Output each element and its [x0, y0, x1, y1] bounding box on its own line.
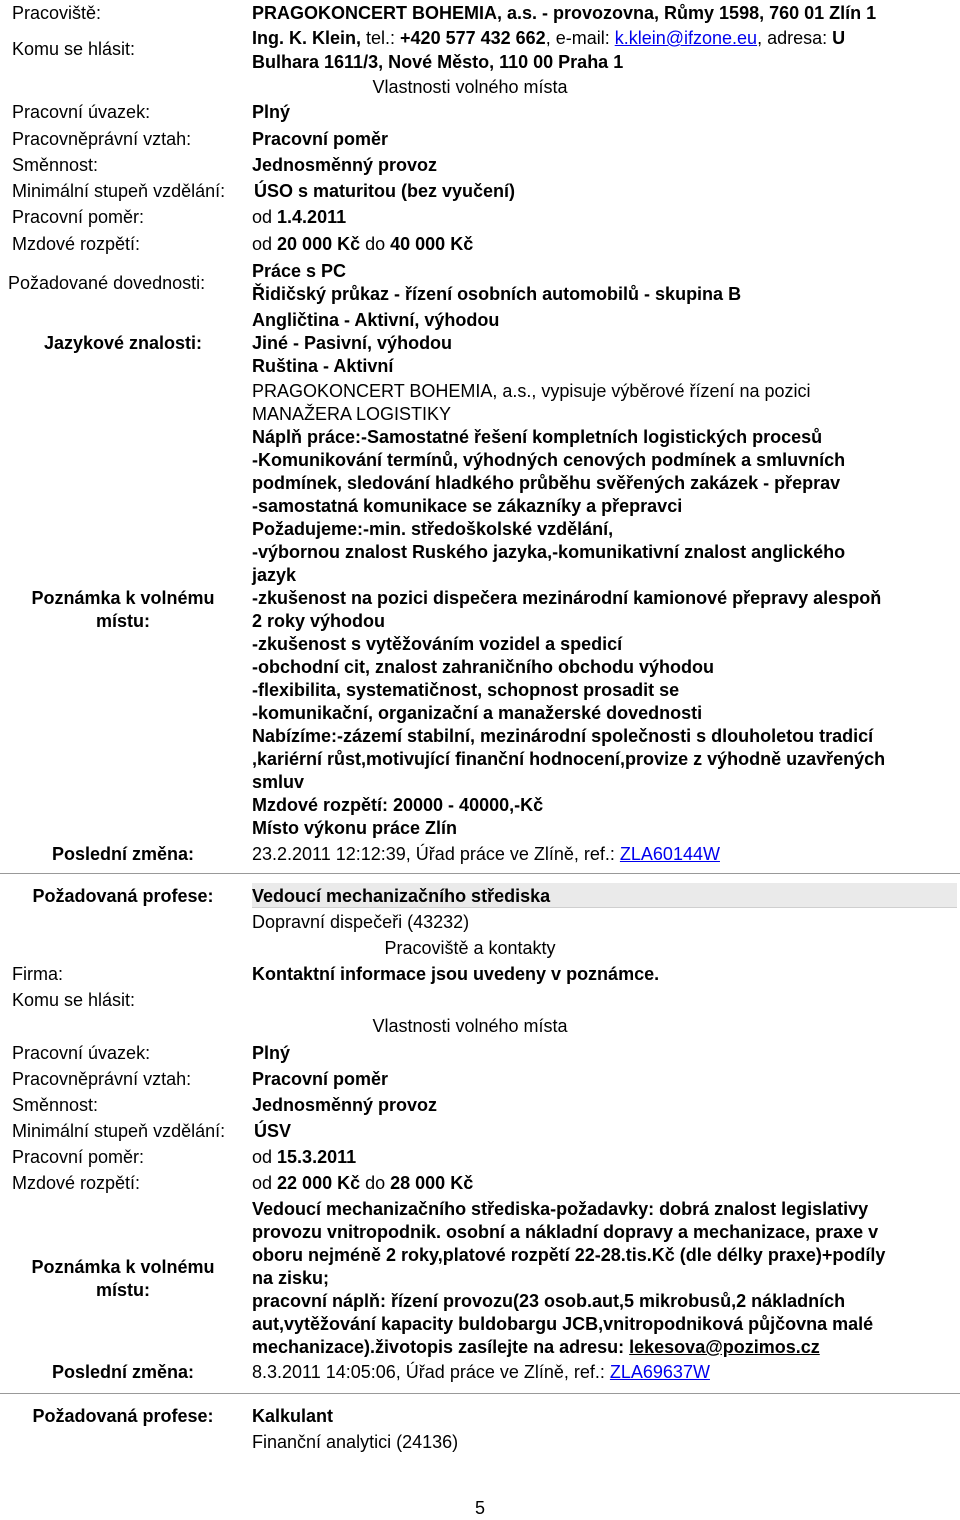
- salary-min: 22 000 Kč: [277, 1173, 361, 1193]
- note-line: Vedoucí mechanizačního střediska-požadavky: dobrá znalost legislativy: [252, 1199, 869, 1219]
- start-date-prefix: od: [252, 207, 278, 227]
- section-divider: [0, 873, 960, 874]
- profession-value: Kalkulant: [252, 1406, 334, 1426]
- profession-label: Požadovaná profese:: [32, 886, 214, 906]
- contact-name: Ing. K. Klein,: [252, 28, 362, 48]
- note-line: -zkušenost s vytěžováním vozidel a spedicí: [252, 634, 623, 654]
- shift-value: Jednosměnný provoz: [252, 155, 438, 175]
- shift-label: Směnnost:: [12, 155, 99, 175]
- profession-value: Vedoucí mechanizačního střediska: [252, 886, 551, 906]
- employment-relation-value: Pracovní poměr: [252, 129, 389, 149]
- contact-label: Komu se hlásit:: [12, 990, 136, 1010]
- languages-label: Jazykové znalosti:: [43, 333, 203, 353]
- salary-range: [252, 1172, 473, 1195]
- workload-label: Pracovní úvazek:: [12, 102, 151, 122]
- note-label-cont: místu:: [96, 1280, 150, 1300]
- note-line: ,kariérní růst,motivující finanční hodnocení,provize z výhodně uzavřených: [252, 749, 886, 769]
- note-line: Nabízíme:-zázemí stabilní, mezinárodní společnosti s dlouholetou tradicí: [252, 726, 874, 746]
- employment-relation-label: Pracovněprávní vztah:: [12, 129, 192, 149]
- section-title: Vlastnosti volného místa: [372, 77, 568, 97]
- workload-label: Pracovní úvazek:: [12, 1043, 151, 1063]
- note-label: Poznámka k volnému: [31, 588, 215, 608]
- note-label-cont: místu:: [96, 611, 150, 631]
- note-line: -samostatná komunikace se zákazníky a přepravci: [252, 496, 683, 516]
- note-line: MANAŽERA LOGISTIKY: [252, 404, 452, 424]
- employment-relation-label: Pracovněprávní vztah:: [12, 1069, 192, 1089]
- section-title: Vlastnosti volného místa: [372, 1016, 568, 1036]
- salary-to-label: do: [360, 234, 391, 254]
- note-line: smluv: [252, 772, 305, 792]
- contact-email[interactable]: lekesova@pozimos.cz: [629, 1337, 820, 1357]
- salary-max: 28 000 Kč: [390, 1173, 474, 1193]
- note-line: 2 roky výhodou: [252, 611, 386, 631]
- last-change-value: [252, 1361, 710, 1384]
- workload-value: Plný: [252, 102, 291, 122]
- salary-from-label: od: [252, 1173, 278, 1193]
- salary-to-label: do: [360, 1173, 391, 1193]
- workplace-label: Pracoviště:: [12, 3, 102, 23]
- last-change-text: 8.3.2011 14:05:06, Úřad práce ve Zlíně, ref.:: [252, 1362, 610, 1382]
- start-date-label: Pracovní poměr:: [12, 1147, 145, 1167]
- note-line: Náplň práce:-Samostatné řešení kompletních logistických procesů: [252, 427, 823, 447]
- note-line: Požadujeme:-min. středoškolské vzdělání,: [252, 519, 614, 539]
- start-date-value: 15.3.2011: [277, 1147, 357, 1167]
- note-line: podmínek, sledování hladkého průběhu svěřených zakázek - přeprav: [252, 473, 841, 493]
- salary-label: Mzdové rozpětí:: [12, 234, 141, 254]
- profession-category: Finanční analytici (24136): [252, 1432, 459, 1452]
- salary-label: Mzdové rozpětí:: [12, 1173, 141, 1193]
- note-line: -výbornou znalost Ruského jazyka,-komunikativní znalost anglického: [252, 542, 846, 562]
- last-change-label: Poslední změna:: [51, 1362, 195, 1382]
- company-label: Firma:: [12, 964, 63, 984]
- salary-min: 20 000 Kč: [277, 234, 361, 254]
- skill-item: Práce s PC: [252, 261, 347, 281]
- language-item: Jiné - Pasivní, výhodou: [252, 333, 453, 353]
- education-value: ÚSV: [254, 1121, 292, 1141]
- start-date: [252, 206, 346, 229]
- education-label: Minimální stupeň vzdělání:: [12, 181, 226, 201]
- contact-email-label: , e-mail:: [545, 28, 615, 48]
- note-line: provozu vnitropodnik. osobní a nákladní dopravy a mechanizace, praxe v: [252, 1222, 879, 1242]
- contact-value: [252, 27, 845, 50]
- note-line: -flexibilita, systematičnost, schopnost prosadit se: [252, 680, 680, 700]
- note-line: -Komunikování termínů, výhodných cenových podmínek a smluvních: [252, 450, 846, 470]
- contacts-title: Pracoviště a kontakty: [384, 938, 556, 958]
- profession-category: Dopravní dispečeři (43232): [252, 912, 470, 932]
- note-line: aut,vytěžování kapacity buldobargu JCB,vnitropodniková půjčovna malé: [252, 1314, 874, 1334]
- note-line: [252, 1336, 820, 1359]
- section-divider: [0, 1393, 960, 1394]
- note-line-text: mechanizace).životopis zasílejte na adresu:: [252, 1337, 630, 1357]
- workplace-value: PRAGOKONCERT BOHEMIA, a.s. - provozovna, Růmy 1598, 760 01 Zlín 1: [252, 3, 877, 23]
- salary-from-label: od: [252, 234, 278, 254]
- contact-tel-label: tel.:: [361, 28, 401, 48]
- start-date-value: 1.4.2011: [277, 207, 347, 227]
- last-change-label: Poslední změna:: [51, 844, 195, 864]
- contact-address-2: Bulhara 1611/3, Nové Město, 110 00 Praha 1: [252, 52, 624, 72]
- skill-item: Řidičský průkaz - řízení osobních automobilů - skupina B: [252, 284, 742, 304]
- contact-tel: +420 577 432 662: [400, 28, 546, 48]
- start-date-label: Pracovní poměr:: [12, 207, 145, 227]
- salary-range: [252, 233, 473, 256]
- education-value: ÚSO s maturitou (bez vyučení): [254, 181, 516, 201]
- start-date-prefix: od: [252, 1147, 278, 1167]
- note-line: -obchodní cit, znalost zahraničního obchodu výhodou: [252, 657, 714, 677]
- last-change-text: 23.2.2011 12:12:39, Úřad práce ve Zlíně, ref.:: [252, 844, 620, 864]
- employment-relation-value: Pracovní poměr: [252, 1069, 389, 1089]
- language-item: Ruština - Aktivní: [252, 356, 394, 376]
- note-line: pracovní náplň: řízení provozu(23 osob.aut,5 mikrobusů,2 nákladních: [252, 1291, 846, 1311]
- skills-label: Požadované dovednosti:: [8, 273, 206, 293]
- language-item: Angličtina - Aktivní, výhodou: [252, 310, 500, 330]
- reference-link[interactable]: ZLA69637W: [609, 1362, 710, 1382]
- note-line: -zkušenost na pozici dispečera mezinárodní kamionové přepravy alespoň: [252, 588, 882, 608]
- note-label: Poznámka k volnému: [31, 1257, 215, 1277]
- contact-email-link[interactable]: k.klein@ifzone.eu: [614, 28, 758, 48]
- contact-address-1: U: [832, 28, 846, 48]
- shift-value: Jednosměnný provoz: [252, 1095, 438, 1115]
- contact-label: Komu se hlásit:: [12, 39, 136, 59]
- note-line: Mzdové rozpětí: 20000 - 40000,-Kč: [252, 795, 544, 815]
- salary-max: 40 000 Kč: [390, 234, 474, 254]
- note-line: Místo výkonu práce Zlín: [252, 818, 458, 838]
- note-line: oboru nejméně 2 roky,platové rozpětí 22-28.tis.Kč (dle délky praxe)+podíly: [252, 1245, 886, 1265]
- start-date: [252, 1146, 356, 1169]
- education-label: Minimální stupeň vzdělání:: [12, 1121, 226, 1141]
- reference-link[interactable]: ZLA60144W: [619, 844, 720, 864]
- workload-value: Plný: [252, 1043, 291, 1063]
- shift-label: Směnnost:: [12, 1095, 99, 1115]
- note-line: -komunikační, organizační a manažerské dovednosti: [252, 703, 703, 723]
- contact-address-label: , adresa:: [757, 28, 833, 48]
- profession-label: Požadovaná profese:: [32, 1406, 214, 1426]
- note-line: PRAGOKONCERT BOHEMIA, a.s., vypisuje výběrové řízení na pozici: [252, 381, 811, 401]
- note-line: na zisku;: [252, 1268, 330, 1288]
- last-change-value: [252, 843, 720, 866]
- note-line: jazyk: [252, 565, 297, 585]
- company-value: Kontaktní informace jsou uvedeny v poznámce.: [252, 964, 660, 984]
- page-number: 5: [474, 1498, 485, 1518]
